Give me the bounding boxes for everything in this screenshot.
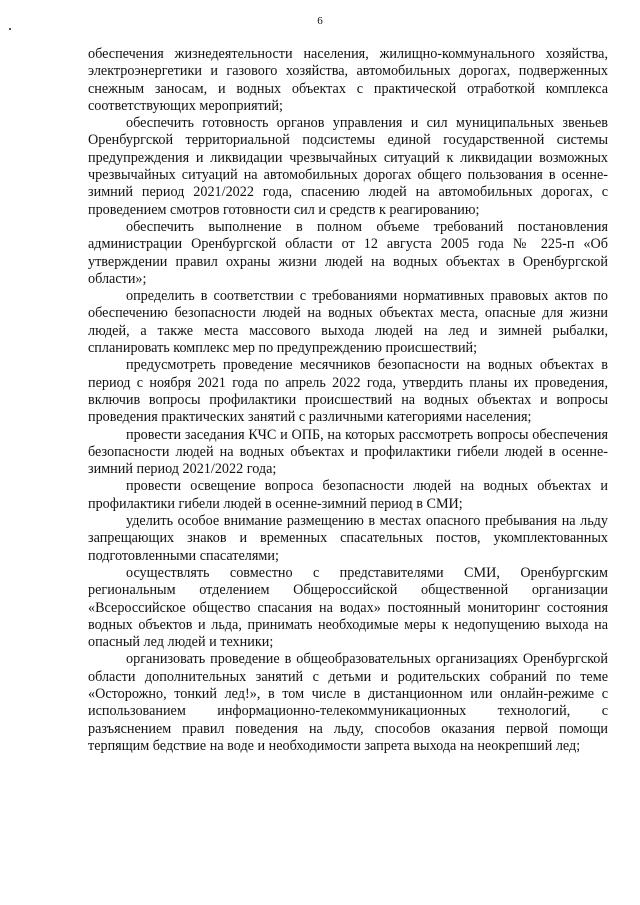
document-body (88, 46, 608, 755)
paragraph-regulation-compliance: обеспечить выполнение в полном объеме требований постановления администрации Оренбургской области от 12 августа 2005 года № 225-п «Об утверждении правил охраны жизни людей на водных объектах в Оренбургской области»; (88, 218, 608, 287)
scan-dot (9, 28, 11, 30)
paragraph-dangerous-places: определить в соответствии с требованиями нормативных правовых актов по обеспечению безопасности людей на водных объектах места, опасные для жизни людей, а также места массового выхода людей на лед и зимней рыбалки, спланировать комплекс мер по предупреждению происшествий; (88, 288, 608, 357)
paragraph-media-coverage: провести освещение вопроса безопасности людей на водных объектах и профилактики гибели людей в осенне-зимний период в СМИ; (88, 478, 608, 512)
paragraph-commission-meetings: провести заседания КЧС и ОПБ, на которых рассмотреть вопросы обеспечения безопасности людей на водных объектах и профилактики гибели людей в осенне-зимний период 2021/2022 года; (88, 426, 608, 478)
paragraph-ice-monitoring: осуществлять совместно с представителями СМИ, Оренбургским региональным отделением Общероссийской общественной организации «Всероссийское общество спасания на водах» постоянный мониторинг состояния водных объектов и льда, принимать необходимые меры к недопущению выхода на опасный лед людей и техники; (88, 564, 608, 651)
paragraph-readiness-of-forces: обеспечить готовность органов управления и сил муниципальных звеньев Оренбургской территориальной подсистемы единой государственной системы предупреждения и ликвидации чрезвычайных ситуаций к ликвидации возможных чрезвычайных ситуаций на автомобильных дорогах общего пользования в осенне-зимний период 2021/2022 года, спасению людей на автомобильных дорогах, с проведением смотров готовности сил и средств к реагированию; (88, 115, 608, 218)
paragraph-safety-months: предусмотреть проведение месячников безопасности на водных объектах в период с ноября 2021 года по апрель 2022 года, утвердить планы их проведения, включив вопросы профилактики происшествий на водных объектах и вопросы проведения практических занятий с различными категориями населения; (88, 357, 608, 426)
paragraph-warning-signs: уделить особое внимание размещению в местах опасного пребывания на льду запрещающих знаков и временных спасательных постов, укомплектованных подготовленными спасателями; (88, 513, 608, 564)
paragraph-continuation: обеспечения жизнедеятельности населения, жилищно-коммунального хозяйства, электроэнергетики и газового хозяйства, автомобильных дорогах, подверженных снежным заносам, и водных объектах с практической отработкой комплекса соответствующих мероприятий; (88, 46, 608, 114)
page-number: 6 (317, 15, 323, 27)
paragraph-school-classes: организовать проведение в общеобразовательных организациях Оренбургской области дополнительных занятий с детьми и родительских собраний по теме «Осторожно, тонкий лед!», в том числе в дистанционном или онлайн-режиме с использованием информационно-телекоммуникационных технологий, с разъяснением правил поведения на льду, способов оказания первой помощи терпящим бедствие на воде и необходимости запрета выхода на неокрепший лед; (88, 651, 608, 754)
